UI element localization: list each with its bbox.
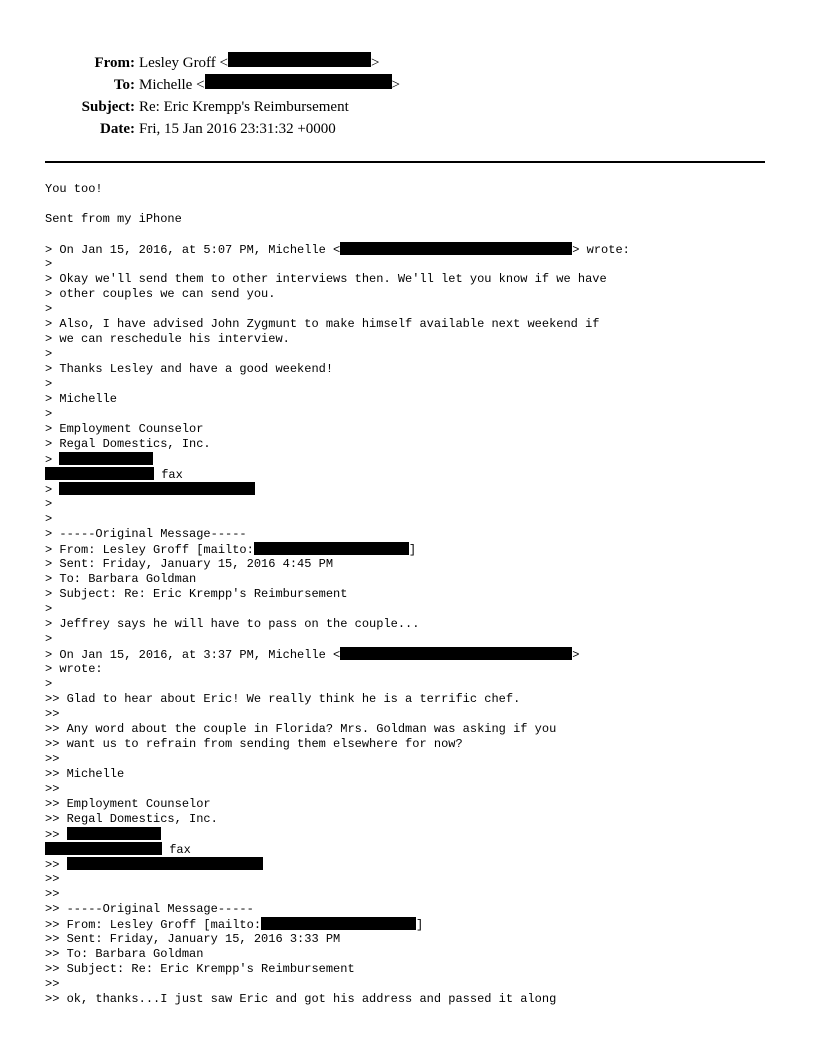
body-line: >> [45,707,60,721]
header-subject-row [40,96,400,118]
body-line: >> Sent: Friday, January 15, 2016 3:33 PM [45,932,341,946]
body-line [45,917,770,932]
body-line: Sent from my iPhone [45,212,182,226]
from-label: From: [94,55,135,71]
to-value: Michelle < [139,77,205,93]
body-line [45,842,770,857]
body-line [45,857,770,872]
body-line: >> Glad to hear about Eric! We really think he is a terrific chef. [45,692,521,706]
body-line: >> [45,887,60,901]
quoted-from-text: >> From: Lesley Groff [mailto: [45,918,262,932]
body-line: > [45,512,53,526]
body-line: > [45,257,53,271]
to-label: To: [113,77,135,93]
subject-value: Re: Eric Krempp's Reimbursement [139,99,349,115]
quoted-header-text: > On Jan 15, 2016, at 5:07 PM, Michelle < [45,243,341,257]
body-line: > Also, I have advised John Zygmunt to make himself available next weekend if [45,317,600,331]
redaction-bar [254,542,409,555]
body-line: >> Any word about the couple in Florida? Mrs. Goldman was asking if you [45,722,557,736]
body-line: > Jeffrey says he will have to pass on the couple... [45,617,420,631]
redaction-bar [340,647,572,660]
body-line: > Sent: Friday, January 15, 2016 4:45 PM [45,557,334,571]
subject-label: Subject: [81,99,135,115]
body-line: >> ok, thanks...I just saw Eric and got his address and passed it along [45,992,557,1006]
body-line: You too! [45,182,103,196]
body-line [45,242,770,257]
body-line: > [45,377,53,391]
body-line [45,452,770,467]
body-line: > Subject: Re: Eric Krempp's Reimbursement [45,587,348,601]
email-body [45,182,770,1007]
email-header [40,52,400,140]
quote-marker: >> [45,858,67,872]
body-line: > other couples we can send you. [45,287,276,301]
body-line: >> [45,782,60,796]
body-line: > [45,632,53,646]
body-line: >> Employment Counselor [45,797,211,811]
body-line: >> Regal Domestics, Inc. [45,812,218,826]
redaction-bar [45,842,162,855]
header-date-row [40,118,400,140]
redaction-bar [205,74,392,89]
body-line [45,482,770,497]
body-line: > Regal Domestics, Inc. [45,437,211,451]
body-line [45,827,770,842]
redaction-bar [67,857,263,870]
fax-label: fax [154,468,183,482]
redaction-bar [340,242,572,255]
quoted-from-text: > From: Lesley Groff [mailto: [45,543,254,557]
body-line [45,227,770,242]
redaction-bar [67,827,161,840]
body-line: > [45,407,53,421]
quoted-header-text: > On Jan 15, 2016, at 3:37 PM, Michelle < [45,648,341,662]
quote-marker: > [45,453,60,467]
header-from-row [40,52,400,74]
body-line: >> [45,752,60,766]
body-line: > [45,602,53,616]
body-line [45,647,770,662]
header-to-row [40,74,400,96]
body-line: >> To: Barbara Goldman [45,947,204,961]
body-line: >> Subject: Re: Eric Krempp's Reimbursement [45,962,355,976]
body-line [45,467,770,482]
redaction-bar [228,52,371,67]
body-line: >> Michelle [45,767,125,781]
to-close: > [391,77,400,93]
body-line [45,197,770,212]
body-line: > we can reschedule his interview. [45,332,290,346]
fax-label: fax [162,843,191,857]
redaction-bar [261,917,416,930]
from-close: > [371,55,380,71]
body-line: > Employment Counselor [45,422,204,436]
quote-marker: >> [45,828,67,842]
redaction-bar [45,467,154,480]
body-line: > [45,677,53,691]
body-line [45,542,770,557]
date-value: Fri, 15 Jan 2016 23:31:32 +0000 [139,121,336,137]
body-line: > To: Barbara Goldman [45,572,197,586]
body-line: > Okay we'll send them to other interviews then. We'll let you know if we have [45,272,607,286]
quoted-header-text: > wrote: [572,243,630,257]
body-line: > Michelle [45,392,118,406]
header-divider [45,161,765,163]
from-value: Lesley Groff < [139,55,228,71]
date-label: Date: [100,121,135,137]
body-line: > wrote: [45,662,103,676]
body-line: > [45,497,53,511]
body-line: >> [45,872,60,886]
body-line: > [45,347,53,361]
quoted-from-close: ] [408,543,417,557]
body-line: >> [45,977,60,991]
quoted-header-text: > [572,648,580,662]
redaction-bar [59,482,255,495]
body-line: > [45,302,53,316]
quote-marker: > [45,483,60,497]
body-line: > -----Original Message----- [45,527,247,541]
body-line: >> want us to refrain from sending them elsewhere for now? [45,737,463,751]
body-line: > Thanks Lesley and have a good weekend! [45,362,334,376]
redaction-bar [59,452,153,465]
quoted-from-close: ] [416,918,424,932]
body-line: >> -----Original Message----- [45,902,254,916]
